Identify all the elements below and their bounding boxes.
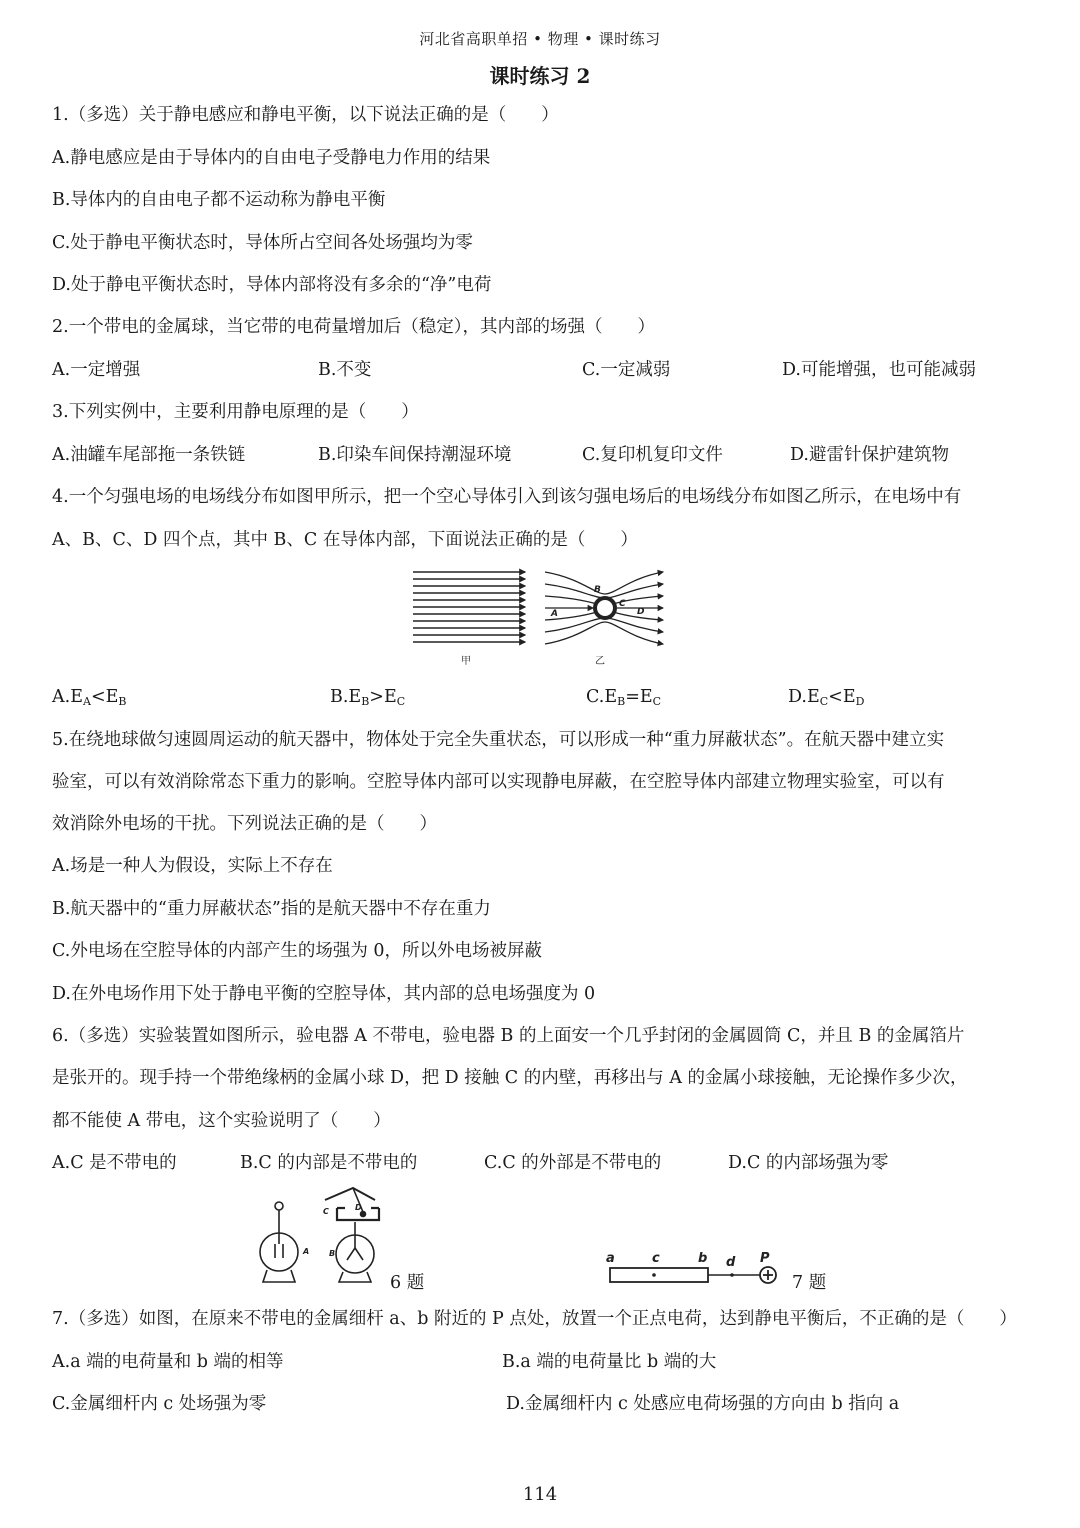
label-rod-d: d [726,1255,736,1270]
question-6-option-a: A.C 是不带电的 [52,1153,177,1173]
page-title: 课时练习 2 [489,64,591,88]
question-5-option-c: C.外电场在空腔导体的内部产生的场强为 0，所以外电场被屏蔽 [52,941,543,961]
question-4-option-a: $A.E_A<E_B$ [52,687,127,708]
uniform-field-lines [413,572,525,642]
question-1-option-c: C.处于静电平衡状态时，导体所占空间各处场强均为零 [52,233,473,253]
label-rod-c: c [652,1251,660,1266]
page-number: 114 [522,1484,558,1505]
question-5-option-b: B.航天器中的“重力屏蔽状态”指的是航天器中不存在重力 [52,899,491,919]
question-2-option-d: D.可能增强，也可能减弱 [782,360,976,380]
point-d-label: D [637,607,645,617]
question-3-stem: 3.下列实例中，主要利用静电原理的是（ ） [52,402,419,422]
question-7-figure-caption: 7 题 [792,1273,827,1293]
point-d [730,1273,734,1277]
question-3-option-a: A.油罐车尾部拖一条铁链 [52,445,246,465]
question-1-option-d: D.处于静电平衡状态时，导体内部将没有多余的“净”电荷 [52,275,492,295]
question-6-stem-line-3: 都不能使 A 带电，这个实验说明了（ ） [52,1111,391,1131]
question-1-option-a: A.静电感应是由于导体内的自由电子受静电力作用的结果 [52,148,491,168]
figure-jia-label: 甲 [461,656,471,667]
distorted-field-lines [545,572,663,644]
question-5-option-d: D.在外电场作用下处于静电平衡的空腔导体，其内部的总电场强度为 0 [52,984,596,1004]
question-4-option-c: $C.E_B=E_C$ [586,687,662,708]
question-2-stem: 2.一个带电的金属球，当它带的电荷量增加后（稳定），其内部的场强（ ） [52,317,655,337]
question-4-stem-line-1: 4.一个匀强电场的电场线分布如图甲所示，把一个空心导体引入到该匀强电场后的电场线分布如图乙所示，在电场中有 [52,487,962,507]
question-2-option-b: B.不变 [318,360,372,380]
question-5-option-a: A.场是一种人为假设，实际上不存在 [52,856,333,876]
question-6-figure-caption: 6 题 [390,1273,425,1293]
question-7-option-c: C.金属细杆内 c 处场强为零 [52,1394,267,1414]
metal-rod [610,1268,708,1282]
hollow-conductor [595,598,615,618]
question-4-stem-line-2: A、B、C、D 四个点，其中 B、C 在导体内部，下面说法正确的是（ ） [52,530,638,550]
point-b-label: B [594,585,601,595]
question-6-option-c: C.C 的外部是不带电的 [484,1153,662,1173]
question-4-option-d: $D.E_C<E_D$ [788,687,865,708]
question-1-stem: 1.（多选）关于静电感应和静电平衡，以下说法正确的是（ ） [52,105,559,125]
question-7-option-b: B.a 端的电荷量比 b 端的大 [502,1352,717,1372]
question-7-stem: 7.（多选）如图，在原来不带电的金属细杆 a、b 附近的 P 点处，放置一个正点电荷，达到静电平衡后，不正确的是（ ） [52,1309,1017,1329]
question-3-option-d: D.避雷针保护建筑物 [790,445,949,465]
question-5-stem-line-3: 效消除外电场的干扰。下列说法正确的是（ ） [52,814,437,834]
question-6-option-b: B.C 的内部是不带电的 [240,1153,418,1173]
question-3-option-b: B.印染车间保持潮湿环境 [318,445,512,465]
question-2-option-a: A.一定增强 [52,360,141,380]
question-6-stem-line-2: 是张开的。现手持一个带绝缘柄的金属小球 D，把 D 接触 C 的内壁，再移出与 A 的金属小球接触，无论操作多少次， [52,1068,968,1088]
electroscope-a-ball [275,1202,283,1210]
figure-yi-label: 乙 [595,656,605,667]
label-d: D [355,1203,362,1212]
question-1-option-b: B.导体内的自由电子都不运动称为静电平衡 [52,190,386,210]
point-c [652,1273,656,1277]
question-7-rod-figure [600,1244,790,1290]
question-6-electroscope-figure [255,1186,395,1290]
question-5-stem-line-2: 验室，可以有效消除常态下重力的影响。空腔导体内部可以实现静电屏蔽，在空腔导体内部建立物理实验室，可以有 [52,772,945,792]
question-4-field-figure [405,564,675,674]
label-c: C [323,1207,329,1216]
running-header: 河北省高职单招 • 物理 • 课时练习 [419,30,661,48]
question-6-stem-line-1: 6.（多选）实验装置如图所示，验电器 A 不带电，验电器 B 的上面安一个几乎封闭的金属圆筒 C，并且 B 的金属箔片 [52,1026,965,1046]
question-2-option-c: C.一定减弱 [582,360,671,380]
question-4-option-b: $B.E_B>E_C$ [330,687,406,708]
label-rod-a: a [606,1251,615,1266]
point-a-label: A [551,609,558,619]
point-c-label: C [619,599,626,609]
label-rod-p: P [760,1251,770,1266]
question-7-option-d: D.金属细杆内 c 处感应电荷场强的方向由 b 指向 a [506,1394,900,1414]
label-b: B [329,1249,336,1258]
question-5-stem-line-1: 5.在绕地球做匀速圆周运动的航天器中，物体处于完全失重状态，可以形成一种“重力屏蔽状态”。在航天器中建立实 [52,730,945,750]
label-a: A [303,1247,310,1256]
question-7-option-a: A.a 端的电荷量和 b 端的相等 [52,1352,284,1372]
question-6-option-d: D.C 的内部场强为零 [728,1153,889,1173]
label-rod-b: b [698,1251,708,1266]
question-3-option-c: C.复印机复印文件 [582,445,723,465]
